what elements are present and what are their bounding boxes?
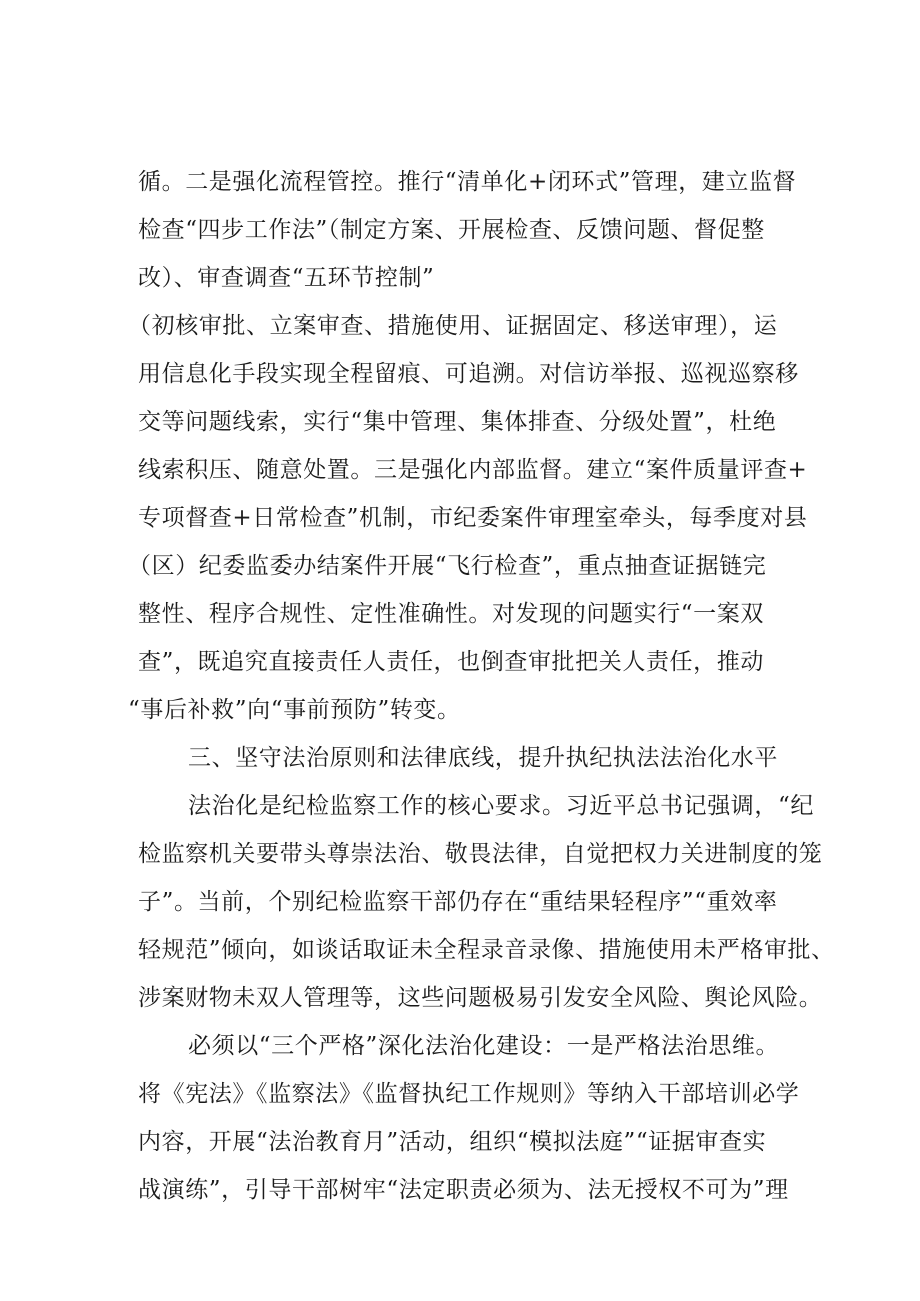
- body-line: 交等问题线索，实行“集中管理、集体排查、分级处置”，杜绝: [138, 409, 777, 435]
- body-line: 整性、程序合规性、定性准确性。对发现的问题实行“一案双: [138, 601, 764, 627]
- body-line: 线索积压、随意处置。三是强化内部监督。建立“案件质量评查+: [138, 457, 808, 483]
- body-line: 检查“四步工作法”（制定方案、开展检查、反馈问题、督促整: [138, 217, 765, 243]
- body-line: “事后补救”向“事前预防”转变。: [128, 697, 461, 723]
- body-line: 将《宪法》《监察法》《监督执纪工作规则》等纳入干部培训必学: [138, 1081, 800, 1107]
- body-line: 检监察机关要带头尊崇法治、敬畏法律，自觉把权力关进制度的笼: [138, 841, 823, 867]
- body-line: 轻规范”倾向，如谈话取证未全程录音录像、措施使用未严格审批、: [138, 937, 835, 963]
- body-line: （初核审批、立案审查、措施使用、证据固定、移送审理），运: [128, 313, 778, 339]
- body-line: 法治化是纪检监察工作的核心要求。习近平总书记强调，“纪: [188, 793, 814, 819]
- body-line: 涉案财物未双人管理等，这些问题极易引发安全风险、舆论风险。: [138, 985, 823, 1011]
- body-line: （区）纪委监委办结案件开展“飞行检查”，重点抽查证据链完: [128, 553, 767, 579]
- section-heading: 三、坚守法治原则和法律底线，提升执纪执法法治化水平: [188, 745, 778, 771]
- body-line: 专项督查+日常检查”机制，市纪委案件审理室牵头，每季度对县: [138, 505, 808, 531]
- body-line: 查”，既追究直接责任人责任，也倒查审批把关人责任，推动: [138, 649, 764, 675]
- body-line: 必须以“三个严格”深化法治化建设：一是严格法治思维。: [188, 1033, 780, 1059]
- body-line: 子”。当前，个别纪检监察干部仍存在“重结果轻程序”“重效率: [138, 889, 778, 915]
- body-line: 循。二是强化流程管控。推行“清单化+闭环式”管理，建立监督: [138, 169, 797, 195]
- body-line: 内容，开展“法治教育月”活动，组织“模拟法庭”“证据审查实: [138, 1129, 767, 1155]
- body-line: 战演练”，引导干部树牢“法定职责必须为、法无授权不可为”理: [138, 1177, 789, 1203]
- body-line: 改）、审查调查“五环节控制”: [138, 265, 435, 291]
- body-line: 用信息化手段实现全程留痕、可追溯。对信访举报、巡视巡察移: [138, 361, 799, 387]
